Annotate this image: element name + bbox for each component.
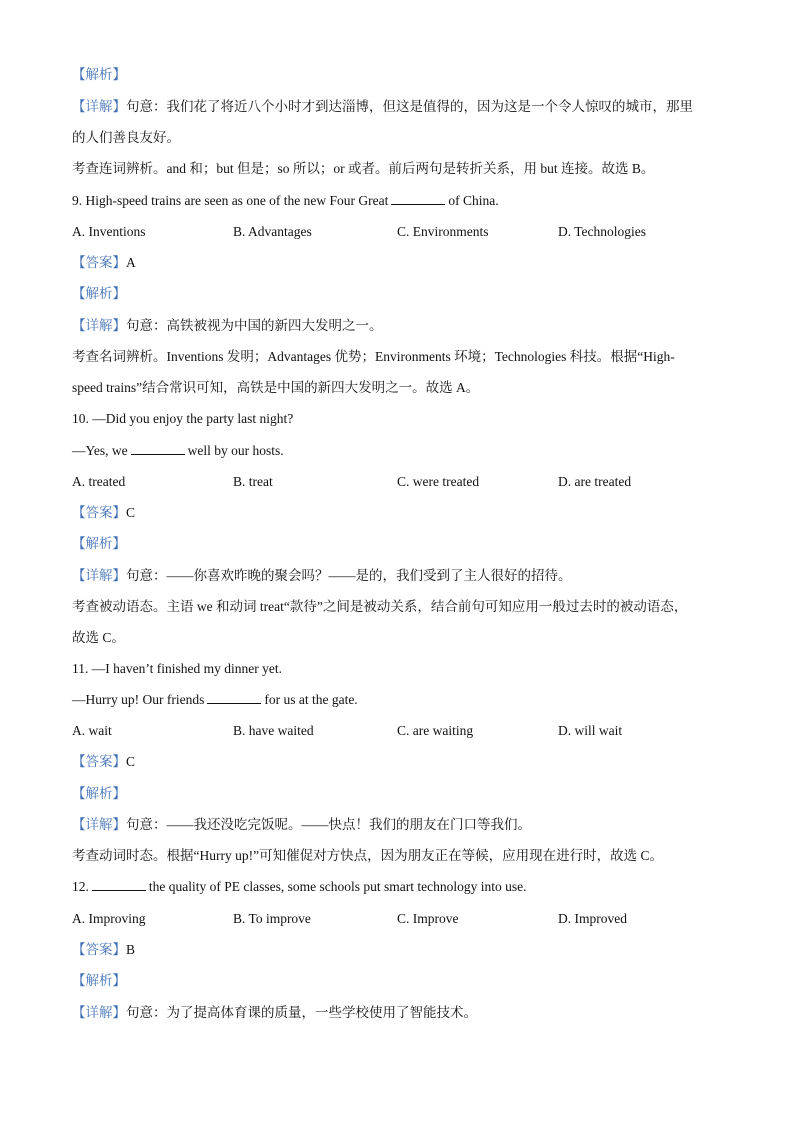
answer-blank xyxy=(207,691,261,704)
detail-line: 【详解】句意：为了提高体育课的质量，一些学校使用了智能技术。 xyxy=(72,1005,477,1020)
analysis-heading: 【解析】 xyxy=(72,786,126,801)
option-a: A. wait xyxy=(72,723,112,738)
answer-line: 【答案】C xyxy=(72,754,136,769)
option-a: A. treated xyxy=(72,474,126,489)
option-a: A. Inventions xyxy=(72,224,146,239)
question-stem: 12. the quality of PE classes, some schools put smart technology into use. xyxy=(72,879,527,894)
option-b: B. Advantages xyxy=(233,224,312,239)
question-stem: 9. High-speed trains are seen as one of the new Four Great of China. xyxy=(72,193,499,208)
option-b: B. have waited xyxy=(233,723,314,738)
explanation-line: 考查动词时态。根据“Hurry up!”可知催促对方快点，因为朋友正在等候，应用现在进行时，故选 C。 xyxy=(72,848,663,863)
answer-blank xyxy=(391,192,445,205)
option-b: B. To improve xyxy=(233,911,311,926)
detail-line: 【详解】句意：——我还没吃完饭呢。——快点！我们的朋友在门口等我们。 xyxy=(72,817,531,832)
analysis-heading: 【解析】 xyxy=(72,67,126,82)
question-stem-reply: —Yes, we well by our hosts. xyxy=(72,443,284,458)
explanation-line: 考查名词辨析。Inventions 发明；Advantages 优势；Environments 环境；Technologies 科技。根据“High- xyxy=(72,349,675,364)
analysis-heading: 【解析】 xyxy=(72,536,126,551)
question-stem: 10. —Did you enjoy the party last night? xyxy=(72,411,294,426)
detail-line: 【详解】句意：——你喜欢昨晚的聚会吗？——是的，我们受到了主人很好的招待。 xyxy=(72,568,572,583)
answer-blank xyxy=(131,442,185,455)
option-c: C. Improve xyxy=(397,911,459,926)
detail-line-cont: 的人们善良友好。 xyxy=(72,130,180,145)
option-b: B. treat xyxy=(233,474,273,489)
analysis-heading: 【解析】 xyxy=(72,973,126,988)
explanation-line: 考查连词辨析。and 和；but 但是；so 所以；or 或者。前后两句是转折关系，用 but 连接。故选 B。 xyxy=(72,161,655,176)
option-d: D. Technologies xyxy=(558,224,647,239)
explanation-line-cont: 故选 C。 xyxy=(72,630,125,645)
answer-line: 【答案】A xyxy=(72,255,136,270)
option-c: C. Environments xyxy=(397,224,489,239)
answer-line: 【答案】C xyxy=(72,505,136,520)
analysis-heading: 【解析】 xyxy=(72,286,126,301)
answer-line: 【答案】B xyxy=(72,942,136,957)
explanation-line-cont: speed trains”结合常识可知，高铁是中国的新四大发明之一。故选 A。 xyxy=(72,380,480,395)
detail-line: 【详解】句意：我们花了将近八个小时才到达淄博，但这是值得的，因为这是一个令人惊叹的城市，那里 xyxy=(72,99,693,114)
option-d: D. are treated xyxy=(558,474,632,489)
option-c: C. were treated xyxy=(397,474,480,489)
detail-line: 【详解】句意：高铁被视为中国的新四大发明之一。 xyxy=(72,318,383,333)
answer-blank xyxy=(92,878,146,891)
option-a: A. Improving xyxy=(72,911,146,926)
question-stem-reply: —Hurry up! Our friends for us at the gate. xyxy=(72,692,358,707)
explanation-line: 考查被动语态。主语 we 和动词 treat“款待”之间是被动关系，结合前句可知应用一般过去时的被动语态， xyxy=(72,599,688,614)
option-d: D. will wait xyxy=(558,723,623,738)
option-d: D. Improved xyxy=(558,911,627,926)
question-stem: 11. —I haven’t finished my dinner yet. xyxy=(72,661,282,676)
option-c: C. are waiting xyxy=(397,723,474,738)
